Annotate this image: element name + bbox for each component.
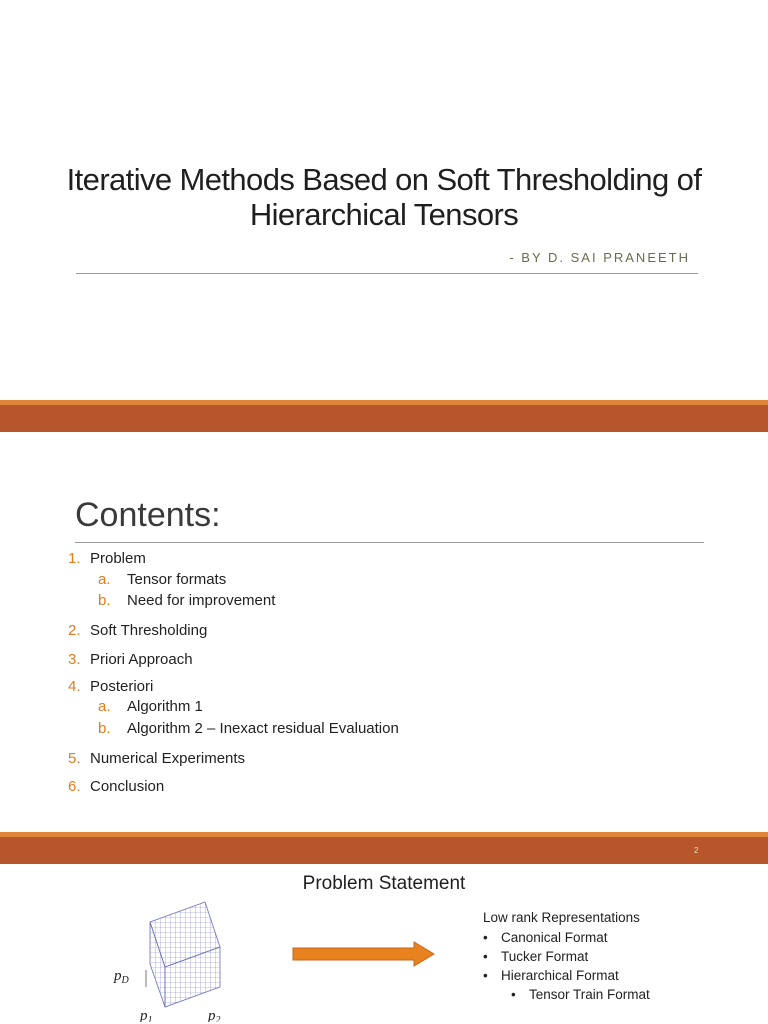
toc-number: 6. <box>68 778 81 795</box>
toc-item <box>68 622 207 639</box>
bullet-icon: • <box>483 949 488 964</box>
list-item <box>483 928 650 947</box>
presentation-title: Iterative Methods Based on Soft Thresholding of Hierarchical Tensors <box>66 162 702 232</box>
contents-heading: Contents: <box>75 496 221 534</box>
list-subitem <box>483 985 650 1004</box>
format-list <box>483 928 650 1004</box>
toc-letter: b. <box>98 592 111 609</box>
toc-letter: a. <box>98 571 111 588</box>
list-item <box>483 966 650 985</box>
right-arrow-icon <box>292 940 438 968</box>
toc-label: Posteriori <box>90 678 154 695</box>
contents-slide <box>0 432 768 832</box>
toc-sublabel: Algorithm 2 – Inexact residual Evaluation <box>127 720 399 737</box>
contents-divider <box>75 542 704 543</box>
toc-number: 4. <box>68 678 81 695</box>
slide-footer-band <box>0 832 768 864</box>
slide-title: Problem Statement <box>302 873 466 894</box>
toc-label: Problem <box>90 550 146 567</box>
toc-number: 5. <box>68 750 81 767</box>
list-item-label: Tensor Train Format <box>529 987 650 1002</box>
toc-sublabel: Algorithm 1 <box>127 698 203 715</box>
pd-label: $p_D$ <box>114 968 129 986</box>
toc-letter: b. <box>98 720 111 737</box>
toc-item <box>68 651 193 668</box>
toc-item <box>68 778 164 795</box>
toc-label: Soft Thresholding <box>90 622 208 639</box>
page-number: 2 <box>694 846 699 855</box>
slide-footer-band <box>0 400 768 432</box>
p2-label: $p_2$ <box>208 1008 221 1022</box>
toc-number: 3. <box>68 651 81 668</box>
title-divider <box>76 273 698 274</box>
bullet-icon: • <box>483 968 488 983</box>
bullet-icon: • <box>511 987 516 1002</box>
toc-subitem <box>98 571 226 588</box>
bullet-icon: • <box>483 930 488 945</box>
representations-heading: Low rank Representations <box>483 910 640 925</box>
list-item <box>483 947 650 966</box>
toc-letter: a. <box>98 698 111 715</box>
title-slide <box>0 0 768 400</box>
toc-label: Priori Approach <box>90 651 193 668</box>
toc-item <box>68 550 146 567</box>
problem-statement-slide <box>0 864 768 1024</box>
p1-label: $p_1$ <box>140 1008 153 1022</box>
toc-number: 1. <box>68 550 81 567</box>
toc-label: Conclusion <box>90 778 165 795</box>
toc-label: Numerical Experiments <box>90 750 246 767</box>
toc-sublabel: Tensor formats <box>127 571 227 588</box>
list-item-label: Hierarchical Format <box>501 968 619 983</box>
toc-subitem <box>98 720 399 737</box>
tensor-grid-figure <box>110 892 240 1022</box>
list-item-label: Canonical Format <box>501 930 608 945</box>
toc-subitem <box>98 698 203 715</box>
toc-subitem <box>98 592 275 609</box>
toc-sublabel: Need for improvement <box>127 592 276 609</box>
toc-item <box>68 750 245 767</box>
author-byline: - BY D. SAI PRANEETH <box>509 250 690 265</box>
toc-item <box>68 678 153 695</box>
toc-number: 2. <box>68 622 81 639</box>
list-item-label: Tucker Format <box>501 949 589 964</box>
